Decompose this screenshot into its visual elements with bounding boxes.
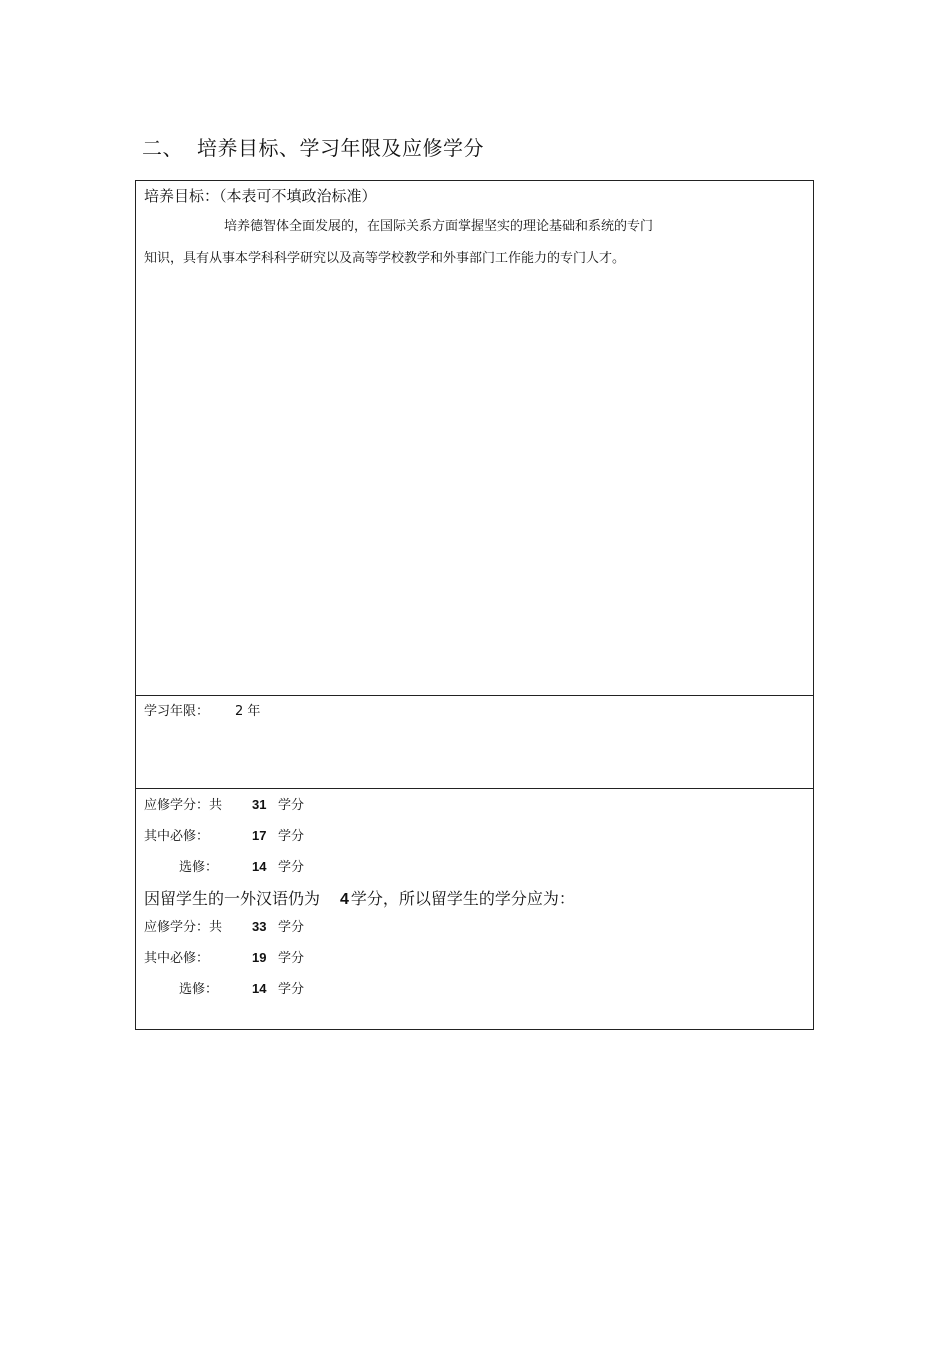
study-years-label: 学习年限：: [144, 704, 210, 719]
credits-elective-label: 选修：: [179, 982, 219, 997]
training-goal-line-1: 培养德智体全面发展的，在国际关系方面掌握坚实的理论基础和系统的专门: [224, 219, 654, 234]
credits-required-value: 19: [252, 950, 267, 965]
study-years-cell: [136, 696, 813, 789]
section-title-text: 培养目标、学习年限及应修学分: [197, 136, 484, 160]
note-value: 4: [340, 891, 349, 908]
foreign-student-note: [144, 886, 805, 915]
credits-unit: 学分: [278, 920, 305, 935]
training-goal-label: 培养目标：（本表可不填政治标准）: [144, 187, 377, 205]
training-goal-line-2: 知识，具有从事本学科科学研究以及高等学校教学和外事部门工作能力的专门人才。: [144, 251, 626, 266]
credits-unit: 学分: [278, 860, 305, 875]
credits-elective-value: 14: [252, 859, 267, 874]
adjusted-credits-required-row: [144, 946, 805, 977]
credits-total-value: 33: [252, 919, 267, 934]
credits-elective-label: 选修：: [179, 860, 219, 875]
credits-required-row: [144, 824, 805, 855]
training-goal-text: [144, 211, 805, 275]
study-years-value: 2 年: [235, 704, 261, 719]
credits-elective-value: 14: [252, 981, 267, 996]
program-form-table: [135, 180, 814, 1030]
section-number: 二、: [142, 136, 183, 160]
credits-required-label: 其中必修：: [144, 829, 210, 844]
credits-unit: 学分: [278, 829, 305, 844]
credits-total-label: 应修学分：共: [144, 798, 223, 813]
note-prefix: 因留学生的一外汉语仍为: [144, 889, 321, 908]
credits-total-value: 31: [252, 797, 267, 812]
training-goal-cell: [136, 181, 813, 696]
note-suffix: 学分，所以留学生的学分应为：: [350, 889, 575, 908]
credits-required-label: 其中必修：: [144, 951, 210, 966]
credits-required-value: 17: [252, 828, 267, 843]
adjusted-credits-elective-row: [144, 977, 805, 1008]
credits-unit: 学分: [278, 951, 305, 966]
adjusted-credits-total-row: [144, 915, 805, 946]
credits-total-label: 应修学分：共: [144, 920, 223, 935]
section-heading: [142, 132, 484, 161]
credits-unit: 学分: [278, 798, 305, 813]
credits-total-row: [144, 793, 805, 824]
credits-cell: [136, 789, 813, 1029]
credits-elective-row: [144, 855, 805, 886]
credits-unit: 学分: [278, 982, 305, 997]
